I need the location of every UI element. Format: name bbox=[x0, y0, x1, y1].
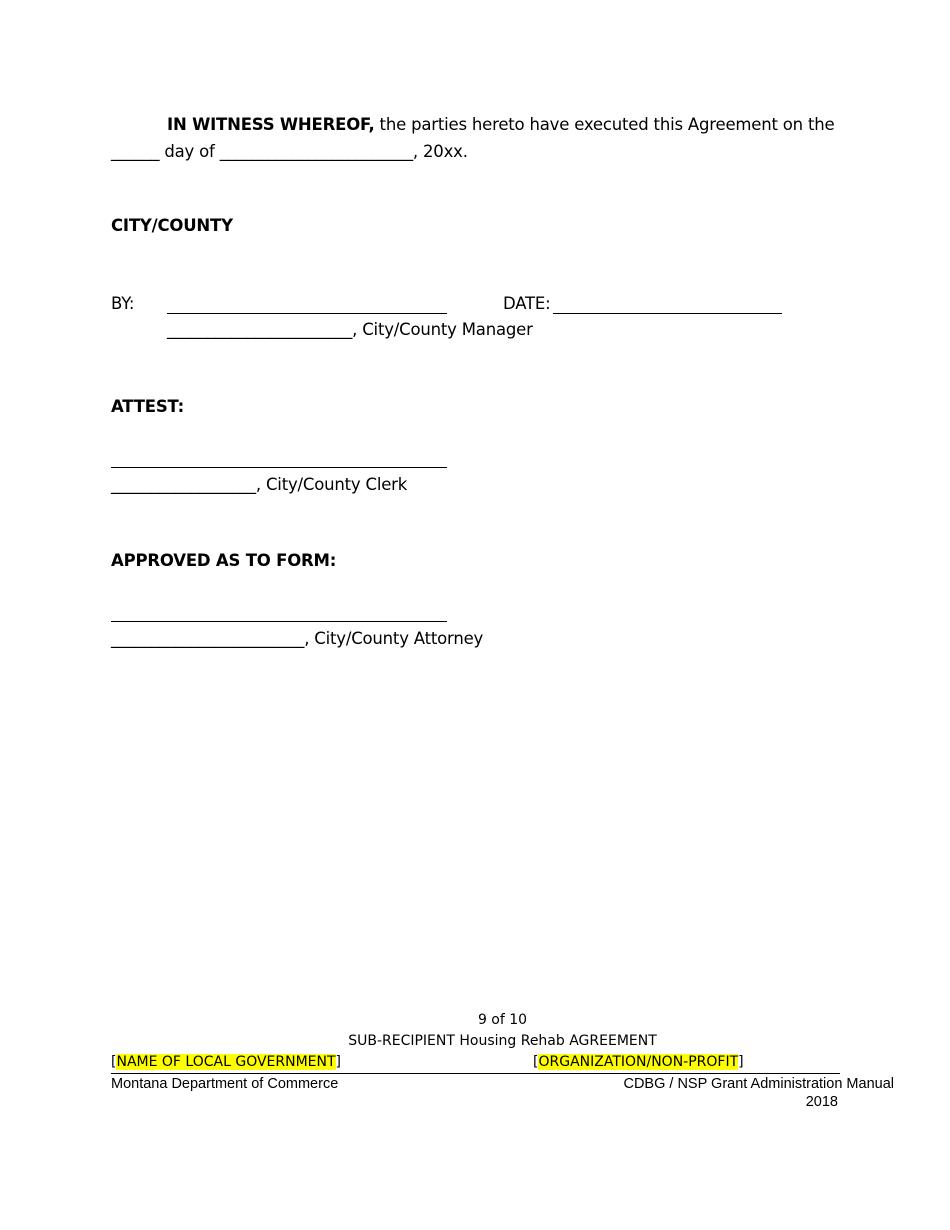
witness-lead: IN WITNESS WHEREOF, bbox=[167, 115, 375, 134]
witness-text: the parties hereto have executed this Agreement on the bbox=[374, 115, 835, 134]
organization-placeholder bbox=[533, 1053, 744, 1071]
manager-line: _______________________, City/County Manager bbox=[167, 320, 533, 339]
witness-paragraph-line1 bbox=[167, 115, 834, 135]
close-bracket: ] bbox=[738, 1054, 744, 1070]
attest-signature-line[interactable] bbox=[111, 467, 447, 468]
local-government-text: NAME OF LOCAL GOVERNMENT bbox=[116, 1054, 336, 1070]
by-signature-line[interactable] bbox=[167, 313, 447, 314]
manual-year: 2018 bbox=[805, 1094, 838, 1110]
open-bracket: [ bbox=[533, 1054, 539, 1070]
by-label: BY: bbox=[111, 294, 135, 313]
page-number: 9 of 10 bbox=[477, 1012, 528, 1028]
close-bracket: ] bbox=[335, 1054, 342, 1070]
footer-title: SUB-RECIPIENT Housing Rehab AGREEMENT bbox=[348, 1033, 657, 1049]
city-county-heading: CITY/COUNTY bbox=[111, 216, 233, 235]
approved-heading: APPROVED AS TO FORM: bbox=[111, 551, 337, 570]
date-label: DATE: bbox=[503, 294, 551, 313]
attest-heading: ATTEST: bbox=[111, 397, 185, 416]
footer-rule bbox=[111, 1073, 840, 1074]
open-bracket: [ bbox=[111, 1054, 117, 1070]
date-signature-line[interactable] bbox=[553, 313, 782, 314]
department-name: Montana Department of Commerce bbox=[111, 1076, 339, 1092]
manual-title: CDBG / NSP Grant Administration Manual bbox=[623, 1076, 894, 1092]
clerk-line: __________________, City/County Clerk bbox=[111, 475, 408, 494]
attorney-line: ________________________, City/County Attorney bbox=[111, 629, 484, 648]
approved-signature-line[interactable] bbox=[111, 621, 447, 622]
witness-date-line: ______ day of ________________________, 20xx. bbox=[111, 142, 468, 161]
organization-text: ORGANIZATION/NON-PROFIT bbox=[538, 1054, 739, 1070]
local-government-placeholder bbox=[111, 1053, 341, 1071]
